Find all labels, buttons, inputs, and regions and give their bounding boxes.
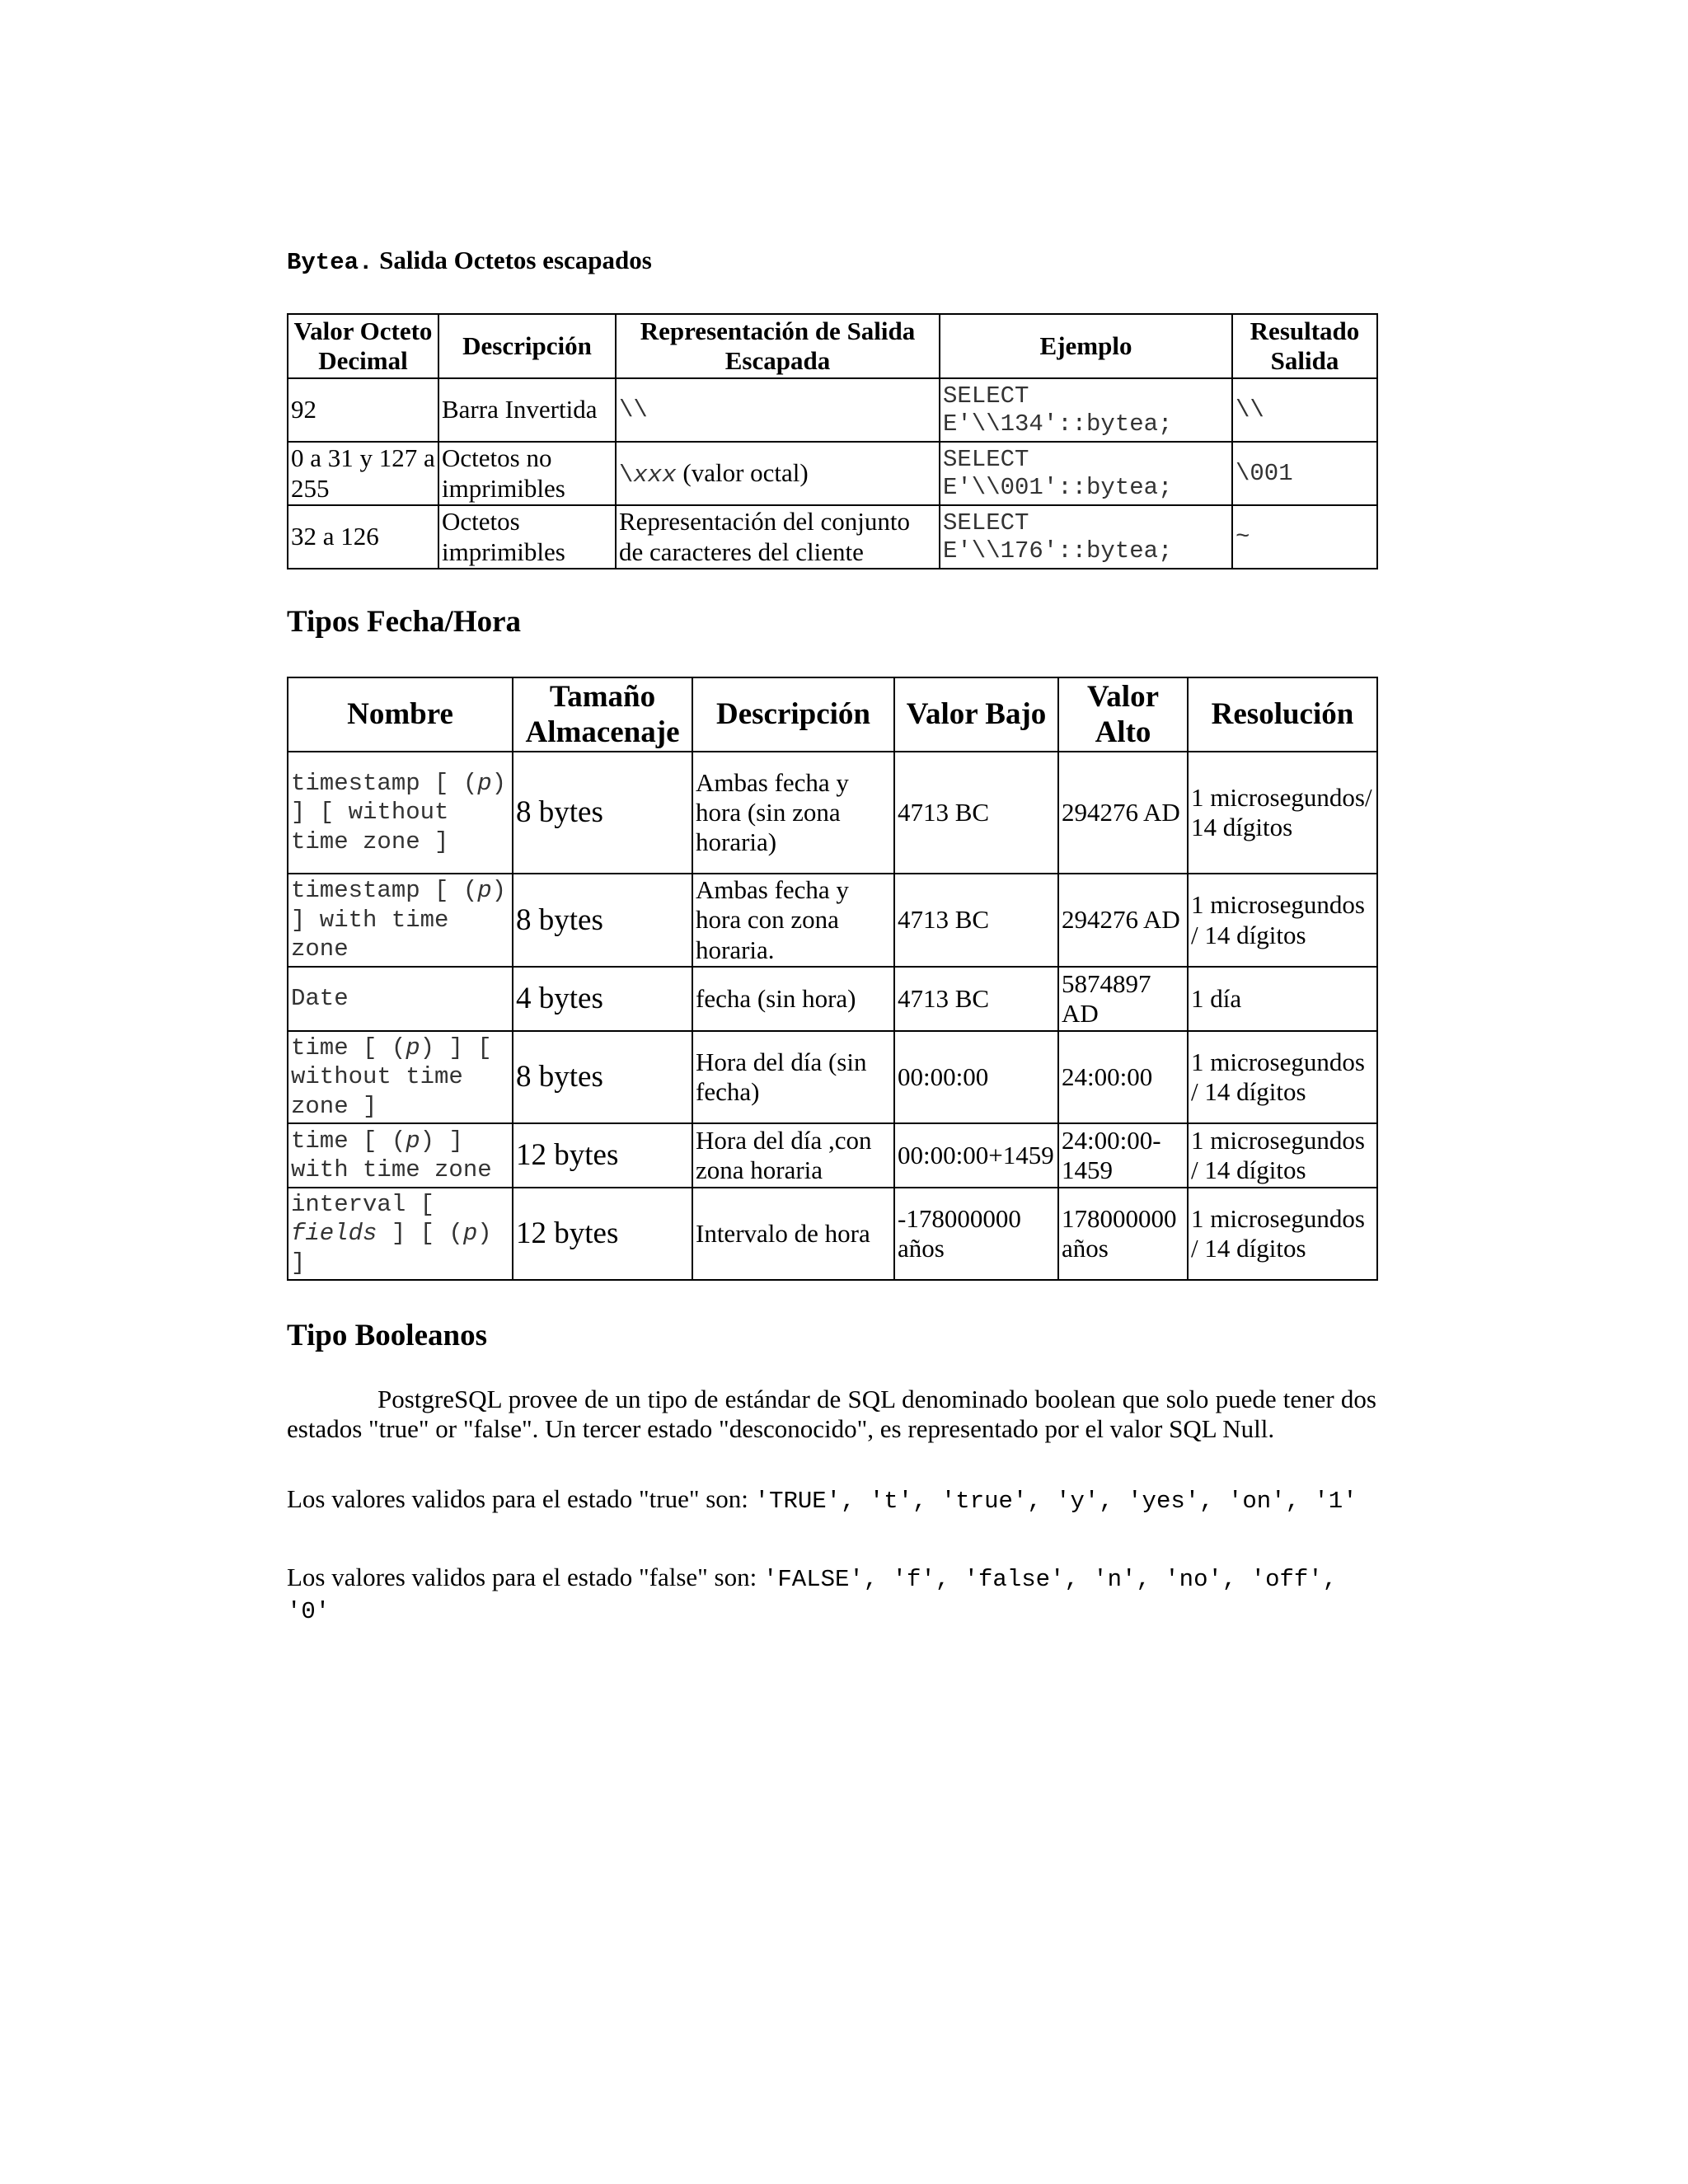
column-header: Ejemplo [940, 314, 1232, 378]
type-name-cell: time [ (p) ] with time zone [288, 1123, 513, 1188]
low-value-cell: 4713 BC [894, 967, 1058, 1031]
example-cell [940, 505, 1232, 569]
description-cell: Intervalo de hora [692, 1188, 894, 1280]
column-header: Representación de Salida Escapada [616, 314, 940, 378]
decimal-cell: 32 a 126 [288, 505, 438, 569]
octal-placeholder: xxx [633, 461, 677, 489]
low-value-cell: 00:00:00+1459 [894, 1123, 1058, 1188]
boolean-heading: Tipo Booleanos [287, 1319, 487, 1352]
example-line: SELECT [943, 382, 1029, 410]
false-values-list: 'FALSE', 'f', 'false', 'n', 'no', 'off', '0' [287, 1566, 1338, 1625]
description-cell: Octetos no imprimibles [438, 442, 616, 505]
table-row [288, 505, 1377, 569]
storage-size-cell: 12 bytes [513, 1188, 692, 1280]
bytea-caption-text: Salida Octetos escapados [373, 246, 652, 274]
false-values-label: Los valores validos para el estado "false" son: [287, 1563, 763, 1591]
storage-size-cell: 12 bytes [513, 1123, 692, 1188]
representation-cell: Representación del conjunto de caracteres del cliente [616, 505, 940, 569]
table-row [288, 1123, 1377, 1188]
fecha-heading: Tipos Fecha/Hora [287, 605, 522, 639]
table-row [288, 1031, 1377, 1123]
resolution-cell: 1 microsegundos / 14 dígitos [1188, 1123, 1377, 1188]
description-cell: Hora del día (sin fecha) [692, 1031, 894, 1123]
description-cell: Ambas fecha y hora (sin zona horaria) [692, 752, 894, 874]
column-header: Tamaño Almacenaje [513, 677, 692, 752]
high-value-cell: 24:00:00-1459 [1058, 1123, 1188, 1188]
example-line: SELECT [943, 509, 1029, 537]
table-row [288, 752, 1377, 874]
bytea-caption-code: Bytea. [287, 249, 373, 276]
low-value-cell: 00:00:00 [894, 1031, 1058, 1123]
description-cell: Hora del día ,con zona horaria [692, 1123, 894, 1188]
octal-code: \xxx [619, 461, 677, 489]
true-values-line [287, 1484, 1376, 1516]
type-name-cell: time [ (p) ] [ without time zone ] [288, 1031, 513, 1123]
bytea-output-table [287, 313, 1378, 569]
low-value-cell: 4713 BC [894, 874, 1058, 967]
column-header: Valor Octeto Decimal [288, 314, 438, 378]
type-name-cell: timestamp [ (p) ] with time zone [288, 874, 513, 967]
example-line: E'\\001'::bytea; [943, 473, 1173, 501]
high-value-cell: 5874897 AD [1058, 967, 1188, 1031]
representation-cell: \\ [616, 378, 940, 442]
example-line: E'\\134'::bytea; [943, 410, 1173, 438]
storage-size-cell: 8 bytes [513, 874, 692, 967]
resolution-cell: 1 microsegundos/ 14 dígitos [1188, 752, 1377, 874]
column-header: Resultado Salida [1232, 314, 1377, 378]
result-cell: \001 [1232, 442, 1377, 505]
example-cell [940, 442, 1232, 505]
resolution-cell: 1 microsegundos / 14 dígitos [1188, 874, 1377, 967]
decimal-cell: 0 a 31 y 127 a 255 [288, 442, 438, 505]
representation-cell [616, 442, 940, 505]
representation-text: (valor octal) [676, 457, 809, 487]
column-header: Valor Bajo [894, 677, 1058, 752]
decimal-cell: 92 [288, 378, 438, 442]
table-header-row [288, 677, 1377, 752]
datetime-types-table [287, 677, 1378, 1281]
low-value-cell: 4713 BC [894, 752, 1058, 874]
high-value-cell: 294276 AD [1058, 874, 1188, 967]
type-name-cell: timestamp [ (p) ] [ without time zone ] [288, 752, 513, 874]
false-values-line [287, 1563, 1376, 1627]
resolution-cell: 1 microsegundos / 14 dígitos [1188, 1188, 1377, 1280]
table-row [288, 1188, 1377, 1280]
resolution-cell: 1 día [1188, 967, 1377, 1031]
column-header: Nombre [288, 677, 513, 752]
description-cell: Barra Invertida [438, 378, 616, 442]
table-row [288, 442, 1377, 505]
true-values-list: 'TRUE', 't', 'true', 'y', 'yes', 'on', '1' [754, 1488, 1357, 1515]
description-cell: Ambas fecha y hora con zona horaria. [692, 874, 894, 967]
low-value-cell: -178000000 años [894, 1188, 1058, 1280]
table-row [288, 967, 1377, 1031]
high-value-cell: 178000000 años [1058, 1188, 1188, 1280]
type-name-cell: interval [ fields ] [ (p) ] [288, 1188, 513, 1280]
table-row [288, 874, 1377, 967]
column-header: Descripción [692, 677, 894, 752]
high-value-cell: 24:00:00 [1058, 1031, 1188, 1123]
example-line: E'\\176'::bytea; [943, 537, 1173, 565]
storage-size-cell: 8 bytes [513, 752, 692, 874]
result-cell: ~ [1232, 505, 1377, 569]
table-header-row [288, 314, 1377, 378]
result-cell: \\ [1232, 378, 1377, 442]
example-line: SELECT [943, 445, 1029, 473]
table-row [288, 378, 1377, 442]
true-values-label: Los valores validos para el estado "true" son: [287, 1484, 755, 1513]
resolution-cell: 1 microsegundos / 14 dígitos [1188, 1031, 1377, 1123]
column-header: Valor Alto [1058, 677, 1188, 752]
boolean-paragraph: PostgreSQL provee de un tipo de estándar de SQL denominado boolean que solo puede tener dos estados "true" or "false". Un tercer estado "desconocido", es representado por el valor SQL Null. [287, 1385, 1376, 1443]
example-cell [940, 378, 1232, 442]
description-cell: fecha (sin hora) [692, 967, 894, 1031]
column-header: Descripción [438, 314, 616, 378]
storage-size-cell: 8 bytes [513, 1031, 692, 1123]
description-cell: Octetos imprimibles [438, 505, 616, 569]
bytea-caption [287, 246, 652, 276]
type-name-cell: Date [288, 967, 513, 1031]
storage-size-cell: 4 bytes [513, 967, 692, 1031]
high-value-cell: 294276 AD [1058, 752, 1188, 874]
column-header: Resolución [1188, 677, 1377, 752]
